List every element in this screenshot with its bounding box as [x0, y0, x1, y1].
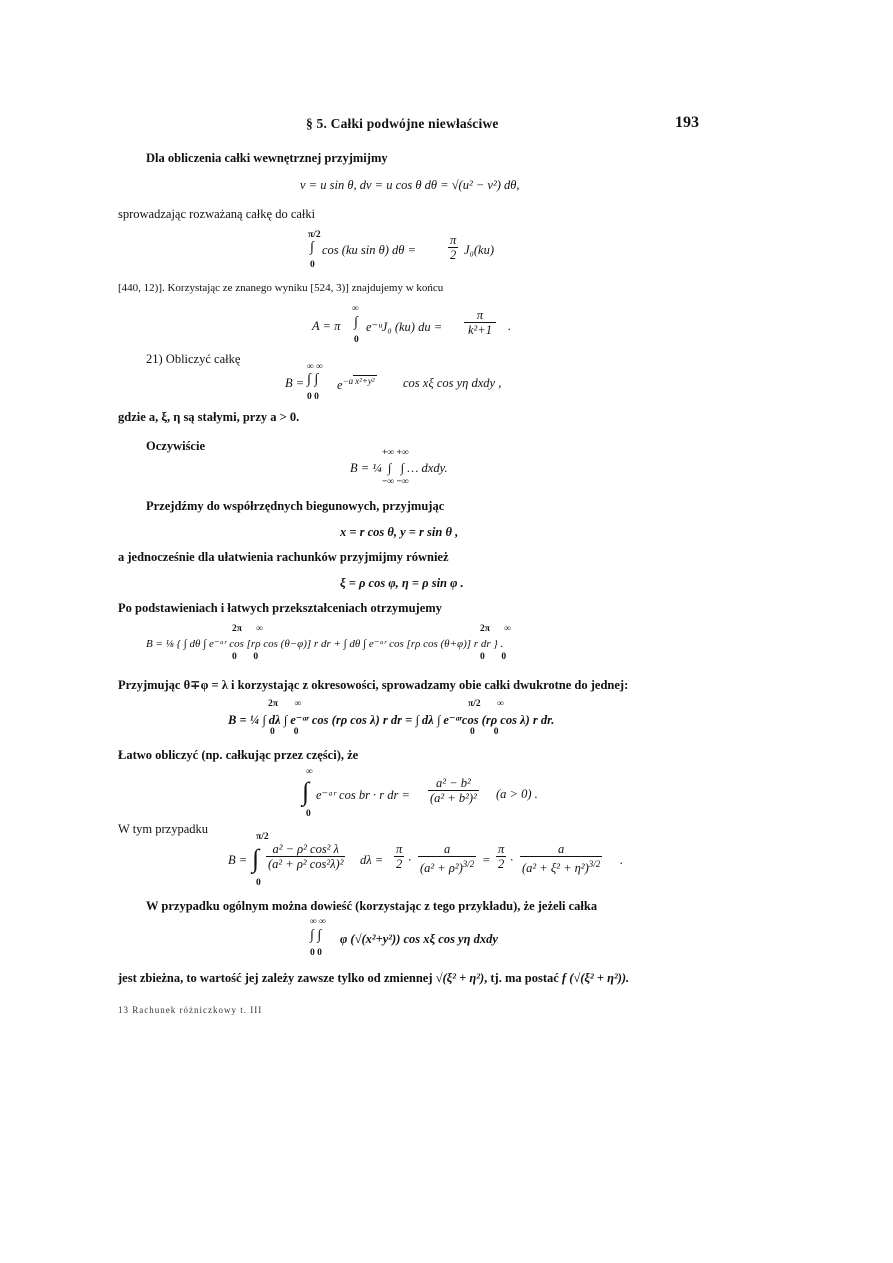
equation-B-lambda: 2π ∞ π/2 ∞ B = ¼ ∫ dλ ∫ e⁻ᵃʳ cos (rρ cos λ) r dr = ∫ dλ ∫ e⁻ᵃʳcos (rρ cos λ) r dr. 0 0 0 0: [228, 699, 555, 737]
paragraph-easy: Łatwo obliczyć (np. całkując przez części), że: [118, 748, 359, 762]
footnote: 13 Rachunek różniczkowy t. III: [118, 1005, 263, 1015]
paragraph-constants: gdzie a, ξ, η są stałymi, przy a > 0.: [118, 410, 300, 424]
running-header: [0, 116, 893, 138]
section-title: § 5. Całki podwójne niewłaściwe: [306, 116, 499, 131]
equation-B-eighth: 2π ∞ 2π ∞ B = ⅛ { ∫ dθ ∫ e⁻ᵃʳ cos [rρ cos (θ−φ)] r dr + ∫ dθ ∫ e⁻ᵃʳ cos [rρ cos (θ+φ)] r dr } . 0 0 0 0: [146, 624, 511, 662]
paragraph-this-case: W tym przypadku: [118, 822, 209, 836]
paragraph-periodicity: Przyjmując θ∓φ = λ i korzystając z okresowości, sprowadzamy obie całki dwukrotne do jednej:: [118, 678, 629, 692]
problem-21: 21) Obliczyć całkę: [146, 352, 241, 366]
paragraph-reduce: sprowadzając rozważaną całkę do całki: [118, 207, 316, 221]
paragraph-general: W przypadku ogólnym można dowieść (korzystając z tego przykładu), że jeżeli całka: [146, 899, 598, 913]
paragraph-known-result: [440, 12)]. Korzystając ze znanego wyniku [524, 3)] znajdujemy w końcu: [118, 282, 444, 294]
equation-laplace: ∞ ∫ 0 e⁻ᵃʳ cos br · r dr = $\frac{\text{a² − b²}}{\text{(a² + b²)²}}$ (a > 0) .: [302, 767, 538, 819]
paragraph-conclusion: jest zbieżna, to wartość jej zależy zawsze tylko od zmiennej √(ξ² + η²), tj. ma postać f (√(ξ² + η²)).: [118, 971, 630, 985]
paragraph-polar: Przejdźmy do współrzędnych biegunowych, przyjmując: [146, 499, 445, 513]
paragraph-obviously: Oczywiście: [146, 439, 206, 453]
paragraph-intro: Dla obliczenia całki wewnętrznej przyjmijmy: [146, 151, 388, 165]
equation-B-definition: B = ∞ ∞ ∫ ∫ 0 0 $e^{-a x^2+y^2}$ cos xξ cos yη dxdy ,: [285, 362, 502, 402]
equation-polar-xi-eta: ξ = ρ cos φ, η = ρ sin φ .: [340, 576, 464, 590]
page-number: 193: [675, 114, 699, 131]
equation-general-integral: ∞ ∞ ∫ ∫ 0 0 φ (√(x²+y²)) cos xξ cos yη dxdy: [310, 917, 498, 958]
paragraph-also: a jednocześnie dla ułatwienia rachunków przyjmijmy również: [118, 550, 449, 564]
equation-polar-xy: x = r cos θ, y = r sin θ ,: [340, 525, 459, 539]
equation-A: A = π ∞ ∫ 0 e⁻ᵘJ₀ (ku) du = $\frac{\pi}{\text{k²+1}}$ .: [312, 304, 512, 345]
paragraph-substitutions: Po podstawieniach i łatwych przekształceniach otrzymujemy: [118, 601, 442, 615]
equation-B-final: B = π/2 ∫ 0 $\frac{\text{a² − ρ² cos² λ}}{\text{(a² + ρ² cos²λ)²}}$ dλ = $\frac{\pi}{2}$ · $\frac{a}{(a^2 + \rho^2)^{3/2}}$ = $\frac{\pi}{2}$ · $\frac{a}{(a^2 + \xi^2 + \eta^2)^{3/2}}$ .: [228, 832, 624, 888]
equation-B-quarter: +∞ +∞ B = ¼ ∫ ∫ … dxdy. −∞ −∞: [350, 448, 448, 487]
equation-substitution: v = u sin θ, dv = u cos θ dθ = √(u² − v²) dθ,: [300, 178, 520, 192]
equation-bessel-integral: π/2 ∫ 0 cos (ku sin θ) dθ = $\frac{\pi}{2}$ J₀(ku): [308, 230, 495, 270]
